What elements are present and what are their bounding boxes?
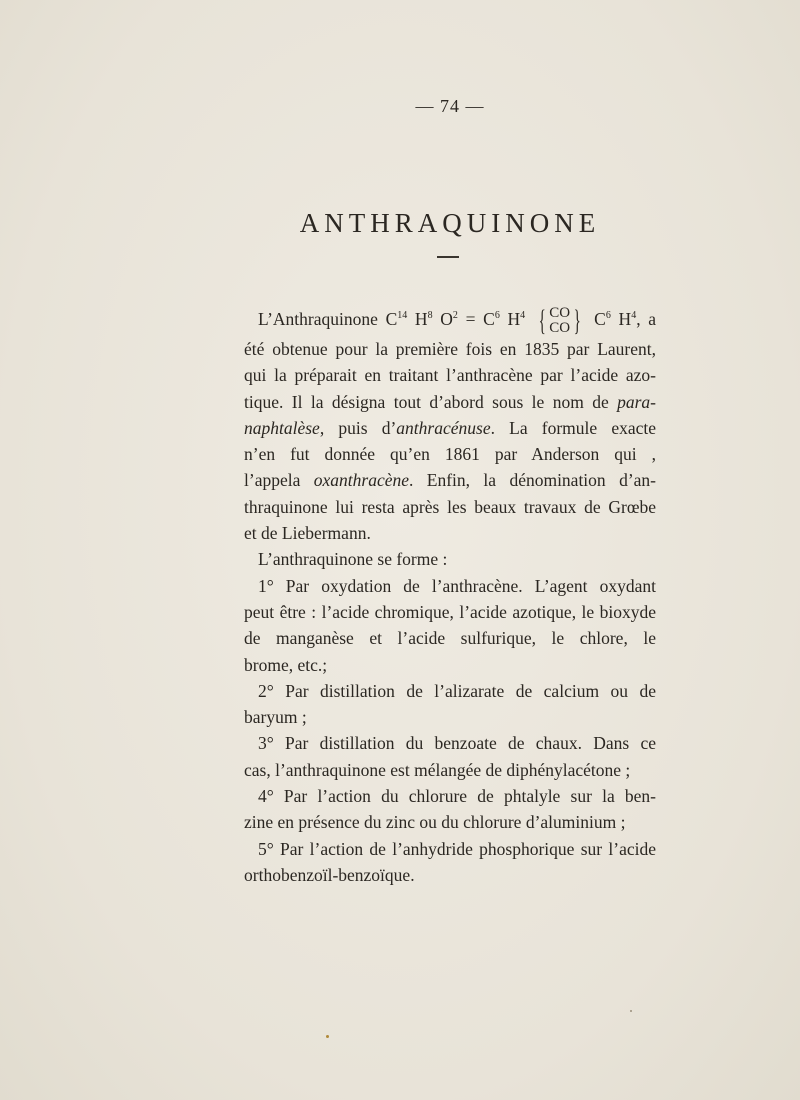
list-item-1: 1° Par oxydation de l’anthracène. L’agent oxydant [258,575,656,596]
paper-speck [630,1010,632,1012]
text-span: , puis d’ [319,417,397,438]
italic-term: para- [617,391,656,412]
page-number: — 74 — [415,96,485,116]
carbonyl-top: CO [549,304,571,321]
formula-sup: 4 [631,310,637,321]
formula-sup: 4 [520,310,526,321]
formula-text: H [407,309,428,329]
formula-sup: 2 [452,310,458,321]
text-line: zine en présence du zinc ou du chlorure d’aluminium ; [244,812,626,833]
text-line: peut être : l’acide chromique, l’acide azotique, le bioxyde [244,601,656,622]
formula-sup: 6 [494,310,500,321]
formula-line [244,302,656,336]
title-rule [437,256,459,258]
list-item-5: 5° Par l’action de l’anhydride phosphorique sur l’acide [258,838,656,859]
text-line [244,467,656,493]
text-line: été obtenue pour la première fois en 1835 par Laurent, [244,339,656,359]
text-span: tique. Il la désigna tout d’abord sous le nom de [244,391,618,412]
italic-term: naphtalèse [244,417,320,438]
text-span: . La formule exacte [490,417,657,438]
text-line: n’en fut donnée qu’en 1861 par Anderson qui , [244,444,656,465]
formula-text: H [610,309,632,329]
text-line: orthobenzoïl-benzoïque. [244,864,415,885]
list-item-4: 4° Par l’action du chlorure de phtalyle sur la ben- [258,786,656,807]
list-item-3: 3° Par distillation du benzoate de chaux. Dans ce [258,733,656,754]
text-line [244,415,656,441]
text-line: qui la préparait en traitant l’anthracène par l’acide azo- [244,365,656,386]
formula-text: C [586,309,606,329]
body-text [244,303,657,888]
text-line: de manganèse et l’acide sulfurique, le chlore, le [244,628,656,649]
text-line: L’anthraquinone se forme : [258,549,448,570]
carbonyl-bottom: CO [549,319,571,336]
list-item-2: 2° Par distillation de l’alizarate de calcium ou de [258,680,656,701]
formula-sup: 8 [427,310,433,321]
formula-sup: 6 [605,310,611,321]
text-span: l’appela [244,470,314,491]
formula-text: = C [457,309,495,329]
italic-term: oxanthracène [313,470,409,491]
text-line: baryum ; [244,707,307,728]
text-line: thraquinone lui resta après les beaux travaux de Grœbe [244,496,656,517]
italic-term: anthracénuse [396,417,491,438]
left-brace: { [538,303,546,337]
page-title: ANTHRAQUINONE [299,208,601,238]
carbonyl-stack [549,306,570,336]
text-line: brome, etc.; [244,654,328,675]
text-line: cas, l’anthraquinone est mélangée de diphénylacétone ; [244,759,631,780]
formula-text: , a [636,309,657,329]
formula-lead: L’Anthraquinone C [258,309,398,329]
text-span: . Enfin, la dénomination d’an- [409,470,656,491]
formula-text: O [432,309,453,329]
formula-sup: 14 [397,310,408,321]
text-line: et de Liebermann. [244,523,371,544]
text-line [244,389,656,415]
right-brace: } [573,303,581,337]
paper-speck [326,1035,329,1038]
carbonyl-bracket [535,303,585,337]
formula-text: H [499,309,521,329]
